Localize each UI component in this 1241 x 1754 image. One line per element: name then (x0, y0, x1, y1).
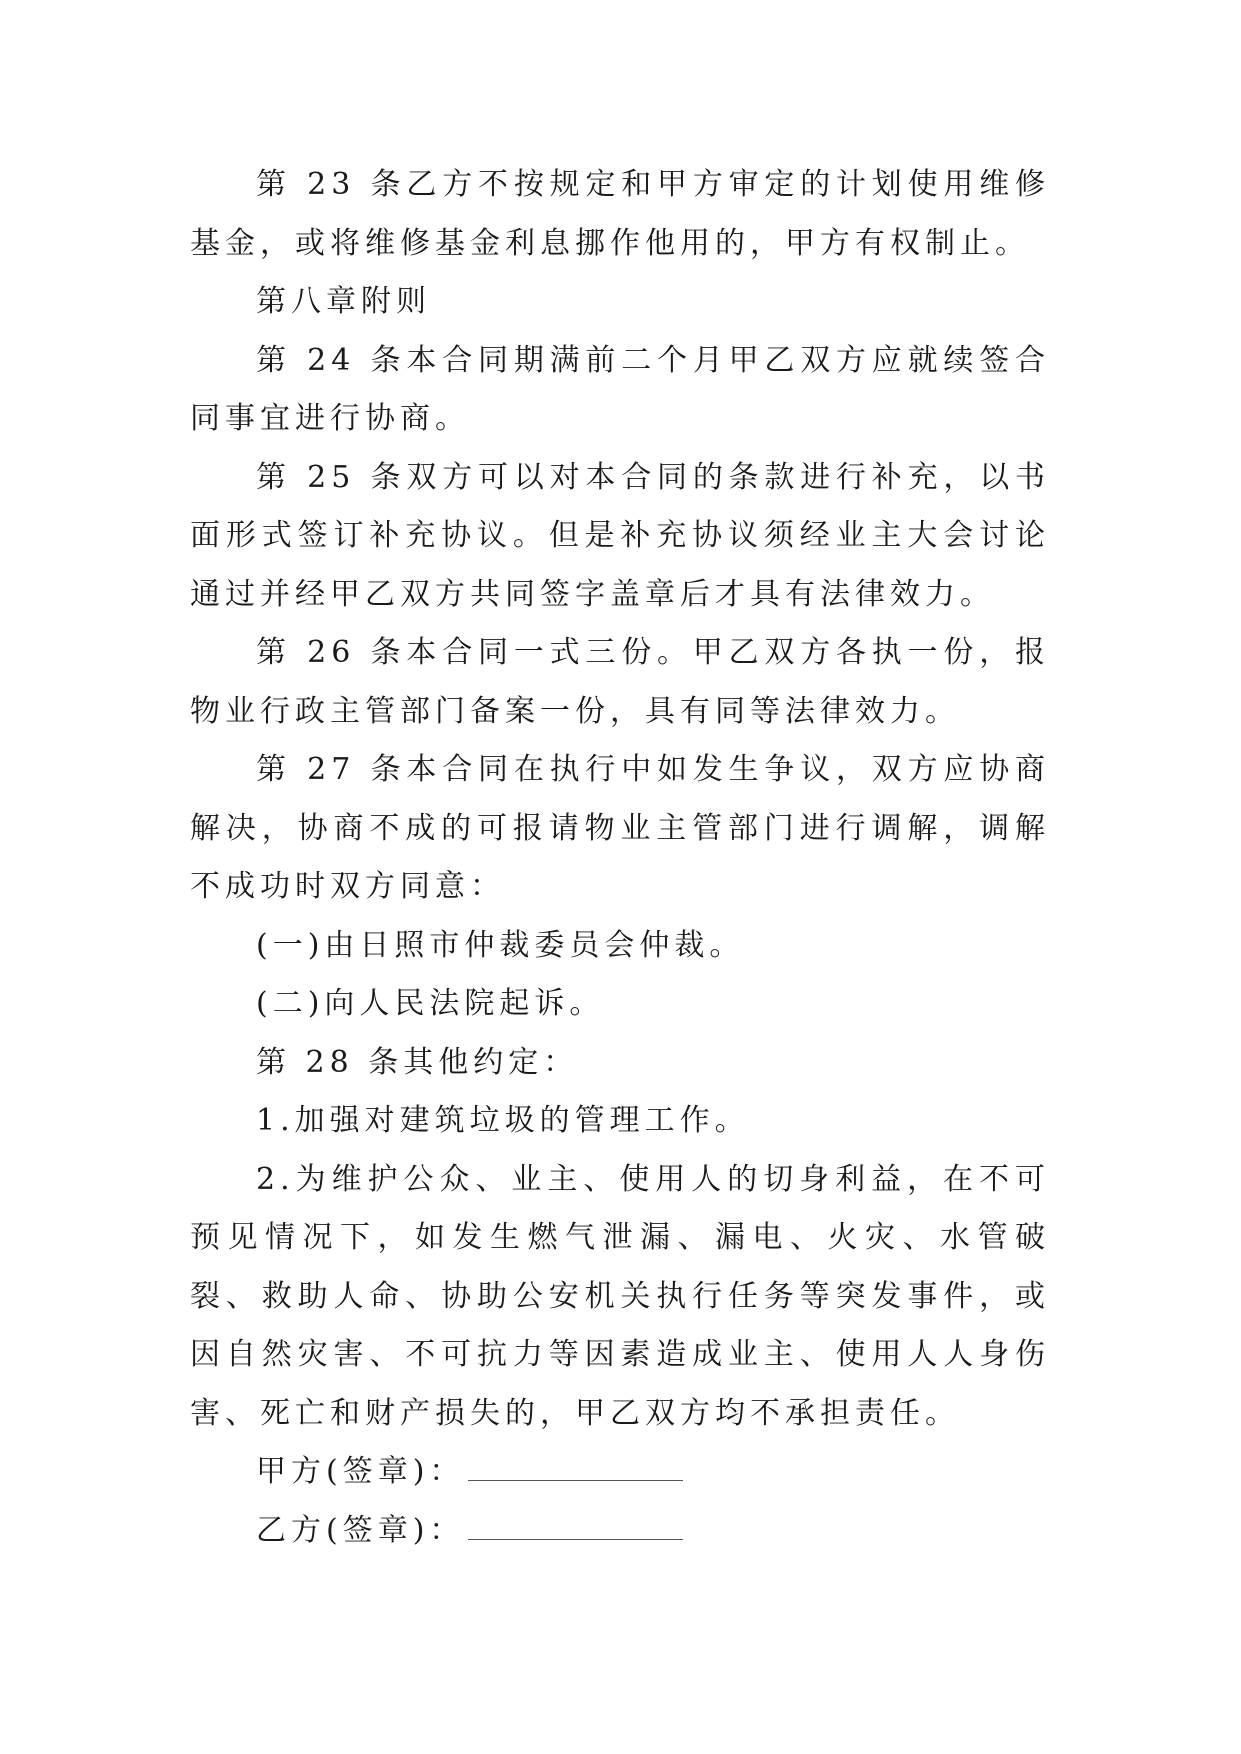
signature-label-b: 乙方(签章)： (256, 1512, 465, 1548)
paragraph-article-28: 第 28 条其他约定： (256, 1044, 579, 1080)
signature-party-b (190, 1502, 1050, 1561)
option-arbitration: (一)由日照市仲裁委员会仲裁。 (256, 927, 745, 963)
option-litigation: (二)向人民法院起诉。 (256, 986, 605, 1021)
agreement-item-2: 2.为维护公众、业主、使用人的切身利益，在不可预见情况下，如发生燃气泄漏、漏电、火灾、水管破裂、救助人命、协助公安机关执行任务等突发事件，或因自然灾害、不可抗力等因素造成业主、使用人人身伤害、死亡和财产损失的，甲乙双方均不承担责任。 (190, 1161, 1050, 1431)
signature-line-a (468, 1454, 683, 1481)
paragraph-article-27: 第 27 条本合同在执行中如发生争议，双方应协商解决，协商不成的可报请物业主管部门进行调解，调解不成功时双方同意： (190, 752, 1050, 904)
signature-party-a (190, 1443, 1050, 1502)
signature-label-a: 甲方(签章)： (256, 1454, 465, 1489)
signature-line-b (468, 1513, 683, 1540)
chapter-heading: 第八章附则 (256, 284, 431, 319)
paragraph-article-23: 第 23 条乙方不按规定和甲方审定的计划使用维修基金，或将维修基金利息挪作他用的，甲方有权制止。 (190, 167, 1050, 261)
document-body (190, 156, 1050, 1560)
paragraph-article-24: 第 24 条本合同期满前二个月甲乙双方应就续签合同事宜进行协商。 (190, 342, 1050, 436)
agreement-item-1: 1.加强对建筑垃圾的管理工作。 (256, 1103, 750, 1138)
paragraph-article-26: 第 26 条本合同一式三份。甲乙双方各执一份，报物业行政主管部门备案一份，具有同等法律效力。 (190, 635, 1050, 729)
paragraph-article-25: 第 25 条双方可以对本合同的条款进行补充，以书面形式签订补充协议。但是补充协议须经业主大会讨论通过并经甲乙双方共同签字盖章后才具有法律效力。 (190, 459, 1050, 612)
